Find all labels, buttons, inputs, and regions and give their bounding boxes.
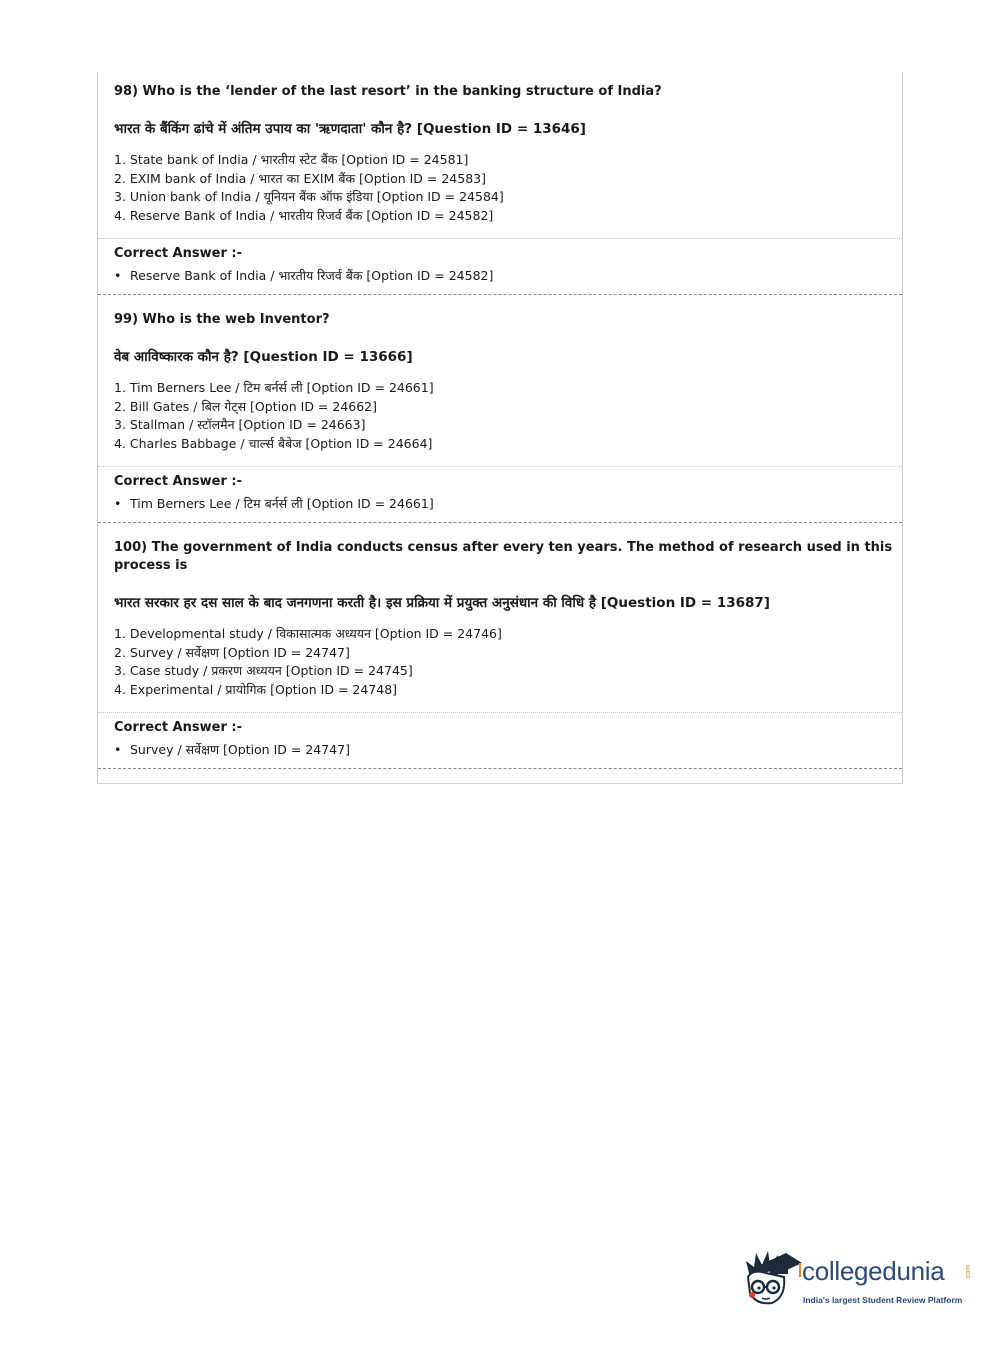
correct-answer-text: Reserve Bank of India / भारतीय रिजर्व बैंक [Option ID = 24582] (130, 268, 494, 283)
option-item: 2. Survey / सर्वेक्षण [Option ID = 24747] (114, 644, 350, 660)
question-divider (98, 522, 902, 523)
correct-answer-text: Survey / सर्वेक्षण [Option ID = 24747] (130, 742, 350, 757)
answer-divider (98, 466, 902, 467)
option-item: 2. Bill Gates / बिल गेट्स [Option ID = 24662] (114, 398, 378, 414)
answer-divider (98, 712, 902, 713)
question-paper-sheet (97, 72, 903, 784)
question-text-en: 99) Who is the web Inventor? (114, 312, 330, 327)
logo-suffix: .com (965, 1264, 973, 1281)
logo-tagline: India's largest Student Review Platform (803, 1295, 963, 1305)
option-item: 1. Tim Berners Lee / टिम बर्नर्स ली [Option ID = 24661] (114, 380, 434, 395)
question-text-en: 100) The government of India conducts census after every ten years. The method of research used in this process is (114, 540, 893, 573)
question-text-hi: भारत के बैंकिंग ढांचे में अंतिम उपाय का 'ऋणदाता' कौन है? [Question ID = 13646] (114, 121, 586, 137)
bullet: • (114, 496, 122, 511)
collegedunia-logo[interactable] (742, 1247, 972, 1317)
option-item: 1. Developmental study / विकासात्मक अध्ययन [Option ID = 24746] (114, 626, 502, 641)
bullet: • (114, 742, 122, 757)
option-item: 3. Case study / प्रकरण अध्ययन [Option ID = 24745] (114, 663, 413, 678)
question-divider (98, 294, 902, 295)
options-list (114, 151, 504, 225)
correct-answer-item (114, 495, 434, 513)
question-text-en: 98) Who is the ‘lender of the last resort’ in the banking structure of India? (114, 84, 662, 99)
option-item: 3. Stallman / स्टॉलमैन [Option ID = 24663] (114, 417, 366, 432)
logo-wordmark: collegedunia (802, 1256, 945, 1286)
correct-answer-label: Correct Answer :- (114, 474, 242, 489)
option-item: 4. Experimental / प्रायोगिक [Option ID = 24748] (114, 681, 398, 697)
correct-answer-item (114, 741, 350, 759)
bullet: • (114, 268, 122, 283)
correct-answer-text: Tim Berners Lee / टिम बर्नर्स ली [Option ID = 24661] (130, 496, 434, 511)
options-list (114, 379, 434, 453)
correct-answer-label: Correct Answer :- (114, 246, 242, 261)
question-text-hi: भारत सरकार हर दस साल के बाद जनगणना करती है। इस प्रक्रिया में प्रयुक्त अनुसंधान की विधि है [Question ID = 13687] (114, 595, 770, 611)
option-item: 2. EXIM bank of India / भारत का EXIM बैंक [Option ID = 24583] (114, 170, 486, 186)
options-list (114, 625, 502, 699)
option-item: 3. Union bank of India / यूनियन बैंक ऑफ इंडिया [Option ID = 24584] (114, 189, 504, 204)
question-divider (98, 768, 902, 769)
question-text-hi: वेब आविष्कारक कौन है? [Question ID = 13666] (114, 349, 413, 365)
option-item: 1. State bank of India / भारतीय स्टेट बैंक [Option ID = 24581] (114, 152, 469, 167)
correct-answer-label: Correct Answer :- (114, 720, 242, 735)
option-item: 4. Reserve Bank of India / भारतीय रिजर्व बैंक [Option ID = 24582] (114, 207, 494, 223)
option-item: 4. Charles Babbage / चार्ल्स बैबेज [Option ID = 24664] (114, 435, 433, 451)
correct-answer-item (114, 267, 493, 285)
answer-divider (98, 238, 902, 239)
mascot-icon (742, 1247, 804, 1309)
